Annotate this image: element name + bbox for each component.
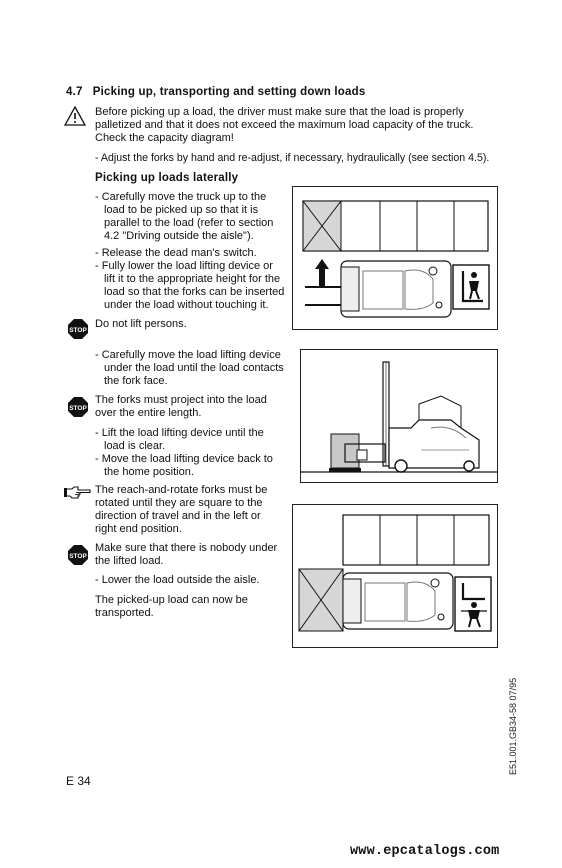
- list-item-line: under the load until the load contacts: [104, 362, 284, 374]
- note-line: rotated until they are square to the: [95, 497, 263, 509]
- note-line: direction of travel and in the left or: [95, 510, 261, 522]
- note-text: [95, 484, 283, 536]
- svg-text:STOP: STOP: [69, 405, 87, 412]
- intro-paragraph: [95, 106, 495, 145]
- final-line: transported.: [95, 607, 154, 619]
- list-item-line: load so that the forks can be inserted: [104, 286, 285, 298]
- adjust-forks-text: - Adjust the forks by hand and re-adjust, if necessary, hydraulically (see section 4.5).: [95, 152, 490, 164]
- list-item-line: - Carefully move the truck up to the: [95, 191, 267, 203]
- intro-line: Before picking up a load, the driver must make sure that the load is properly: [95, 106, 464, 118]
- rack-outline: [343, 515, 489, 565]
- figure-side-view: [300, 349, 498, 483]
- list-item-line: - Move the load lifting device back to: [95, 453, 273, 465]
- section-number: 4.7: [66, 86, 83, 98]
- list-item-line: parallel to the load (refer to section: [104, 217, 274, 229]
- note-line: right end position.: [95, 523, 182, 535]
- list-item-line: load to be picked up so that it is: [104, 204, 259, 216]
- list-item-line: the home position.: [104, 466, 194, 478]
- list-item-line: the fork face.: [104, 375, 168, 387]
- stop-text-3: [95, 542, 295, 568]
- final-text: [95, 594, 287, 620]
- final-line: The picked-up load can now be: [95, 594, 248, 606]
- stop-text-2: [95, 394, 289, 420]
- stop-text-1: Do not lift persons.: [95, 318, 187, 330]
- pointing-hand-icon: [64, 486, 92, 500]
- lower-load-text: - Lower the load outside the aisle.: [95, 574, 260, 586]
- instruction-list-2: [95, 349, 289, 388]
- stop-sign-icon: [67, 544, 89, 566]
- subheading: Picking up loads laterally: [95, 172, 239, 184]
- figure-load-picked-up: [292, 504, 498, 648]
- section-title: Picking up, transporting and setting down loads: [92, 86, 366, 98]
- stop-line: Make sure that there is nobody under: [95, 542, 278, 554]
- list-item-line: - Release the dead man's switch.: [95, 247, 257, 259]
- warning-triangle-icon: [64, 106, 86, 126]
- list-item-line: - Fully lower the load lifting device or: [95, 260, 273, 272]
- section-heading: [66, 86, 526, 99]
- document-code: E51.001.GB34-58 07/95: [508, 677, 518, 775]
- instruction-list-3: [95, 427, 289, 479]
- stop-line: the lifted load.: [95, 555, 164, 567]
- stop-line: The forks must project into the load: [95, 394, 267, 406]
- intro-line: palletized and that it does not exceed the maximum load capacity of the truck.: [95, 119, 474, 131]
- list-item-line: under the load without touching it.: [104, 299, 269, 311]
- arrow-up-icon: [315, 259, 329, 287]
- page-number: E 34: [66, 774, 91, 788]
- stop-sign-icon: [67, 318, 89, 340]
- list-item-line: - Lift the load lifting device until the: [95, 427, 264, 439]
- list-item-line: load is clear.: [104, 440, 166, 452]
- list-item-line: lift it to the appropriate height for the: [104, 273, 281, 285]
- svg-text:STOP: STOP: [69, 327, 87, 334]
- stop-sign-icon: [67, 396, 89, 418]
- svg-text:STOP: STOP: [69, 553, 87, 560]
- website-link[interactable]: www.epcatalogs.com: [350, 844, 500, 859]
- instruction-list-1: [95, 191, 289, 312]
- figure-lateral-approach: [292, 186, 498, 330]
- stop-line: over the entire length.: [95, 407, 202, 419]
- note-line: The reach-and-rotate forks must be: [95, 484, 268, 496]
- intro-line: Check the capacity diagram!: [95, 132, 234, 144]
- list-item-line: 4.2 "Driving outside the aisle").: [104, 230, 254, 242]
- list-item-line: - Carefully move the load lifting device: [95, 349, 281, 361]
